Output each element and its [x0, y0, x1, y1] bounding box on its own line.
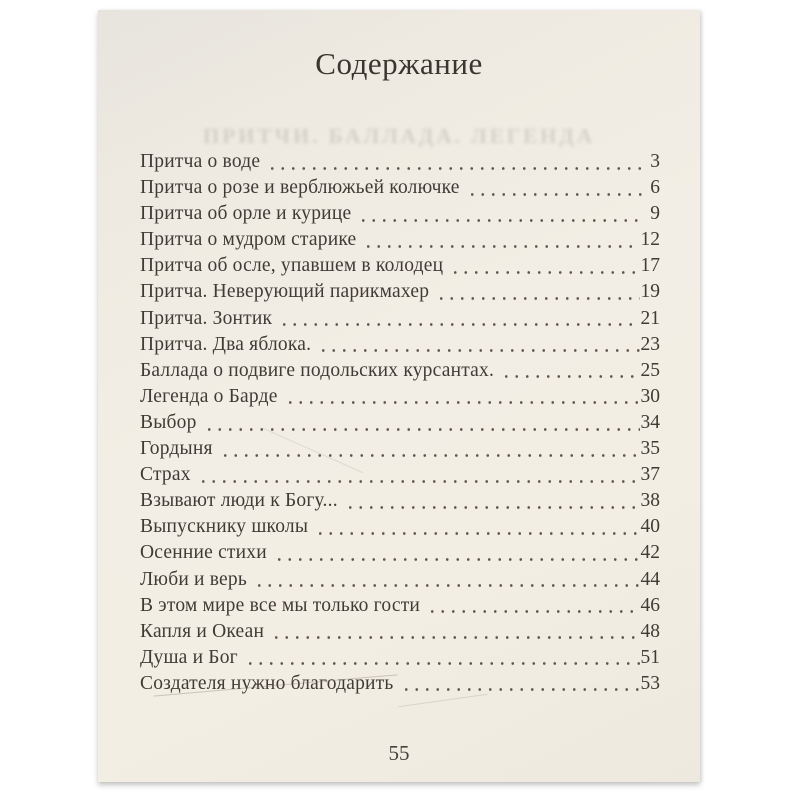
toc-entry-page: 53 [640, 672, 660, 694]
page-title: Содержание [315, 46, 483, 81]
toc-entry-title: В этом мире все мы только гости [140, 594, 421, 616]
toc-entry-title: Притча. Зонтик [140, 307, 273, 329]
toc-dot-leader [401, 679, 640, 699]
toc-entry-page: 37 [640, 464, 660, 486]
toc-entry-page: 9 [650, 203, 660, 225]
toc-entry-page: 17 [640, 255, 660, 277]
toc-entry-title: Люби и верь [140, 568, 247, 590]
toc-entry-title: Душа и Бог [140, 646, 238, 668]
toc-entry [140, 412, 660, 438]
toc-entry [140, 490, 660, 516]
toc-dot-leader [436, 288, 639, 308]
toc-entry [140, 281, 660, 307]
toc-entry [140, 151, 660, 177]
toc-entry [140, 177, 660, 203]
toc-dot-leader [427, 601, 639, 621]
toc-entry-title: Осенние стихи [140, 542, 267, 564]
toc-entry-title: Легенда о Барде [140, 385, 278, 407]
toc-entry [140, 569, 660, 595]
page-number: 55 [388, 741, 410, 765]
toc-entry-title: Гордыня [140, 438, 213, 460]
toc-dot-leader [220, 444, 640, 464]
toc-entry [140, 308, 660, 334]
toc-dot-leader [467, 183, 645, 203]
toc-entry-page: 3 [650, 151, 660, 172]
toc-entry-page: 25 [640, 359, 660, 381]
toc-dot-leader [274, 549, 640, 569]
toc-list [140, 151, 660, 699]
toc-entry-page: 6 [650, 177, 660, 199]
toc-dot-leader [254, 575, 640, 595]
toc-entry-title: Притча о розе и верблюжьей колючке [140, 177, 460, 199]
toc-entry-page: 21 [640, 307, 660, 329]
toc-dot-leader [318, 340, 639, 360]
toc-entry-title: Притча. Два яблока. [140, 333, 312, 355]
toc-entry [140, 595, 660, 621]
toc-entry-title: Создателя нужно благодарить [140, 672, 394, 694]
toc-entry [140, 673, 660, 699]
toc-entry-page: 34 [640, 411, 660, 433]
toc-dot-leader [363, 235, 639, 255]
toc-dot-leader [279, 314, 639, 334]
toc-dot-leader [501, 366, 639, 386]
toc-entry [140, 203, 660, 229]
toc-entry [140, 386, 660, 412]
toc-entry [140, 360, 660, 386]
toc-dot-leader [358, 209, 645, 229]
toc-entry [140, 229, 660, 255]
toc-entry-page: 19 [640, 281, 660, 303]
toc-entry [140, 516, 660, 542]
toc-entry-title: Взывают люди к Богу... [140, 490, 338, 512]
toc-dot-leader [198, 470, 640, 490]
toc-entry-title: Капля и Океан [140, 620, 265, 642]
toc-entry [140, 438, 660, 464]
toc-entry-title: Страх [140, 464, 191, 486]
toc-dot-leader [285, 392, 640, 412]
toc-entry-title: Выбор [140, 411, 197, 433]
book-page [98, 10, 700, 782]
toc-entry-title: Притча об орле и курице [140, 203, 352, 225]
toc-entry-title: Притча об осле, упавшем в колодец [140, 255, 444, 277]
toc-entry-page: 38 [640, 490, 660, 512]
toc-dot-leader [245, 653, 640, 673]
toc-entry-page: 30 [640, 385, 660, 407]
toc-entry-title: Баллада о подвиге подольских курсантах. [140, 359, 495, 381]
toc-entry-page: 44 [640, 568, 660, 590]
toc-dot-leader [204, 418, 640, 438]
bleed-through-text: ПРИТЧИ. БАЛЛАДА. ЛЕГЕНДА [202, 124, 596, 148]
toc-entry-page: 42 [640, 542, 660, 564]
toc-entry [140, 542, 660, 568]
toc-entry-title: Притча. Неверующий парикмахер [140, 281, 430, 303]
toc-dot-leader [271, 627, 639, 647]
toc-entry [140, 647, 660, 673]
toc-entry-page: 35 [640, 438, 660, 460]
toc-entry [140, 334, 660, 360]
toc-entry-title: Выпускнику школы [140, 516, 309, 538]
toc-entry-page: 46 [640, 594, 660, 616]
toc-entry [140, 621, 660, 647]
toc-dot-leader [450, 261, 639, 281]
toc-dot-leader [267, 157, 645, 177]
toc-dot-leader [315, 522, 639, 542]
toc-entry-page: 51 [640, 646, 660, 668]
toc-entry [140, 255, 660, 281]
toc-entry-page: 48 [640, 620, 660, 642]
toc-entry [140, 464, 660, 490]
toc-entry-page: 23 [640, 333, 660, 355]
toc-entry-title: Притча о воде [140, 151, 261, 172]
toc-dot-leader [345, 496, 640, 516]
toc-entry-page: 12 [640, 229, 660, 251]
toc-entry-page: 40 [640, 516, 660, 538]
toc-entry-title: Притча о мудром старике [140, 229, 357, 251]
